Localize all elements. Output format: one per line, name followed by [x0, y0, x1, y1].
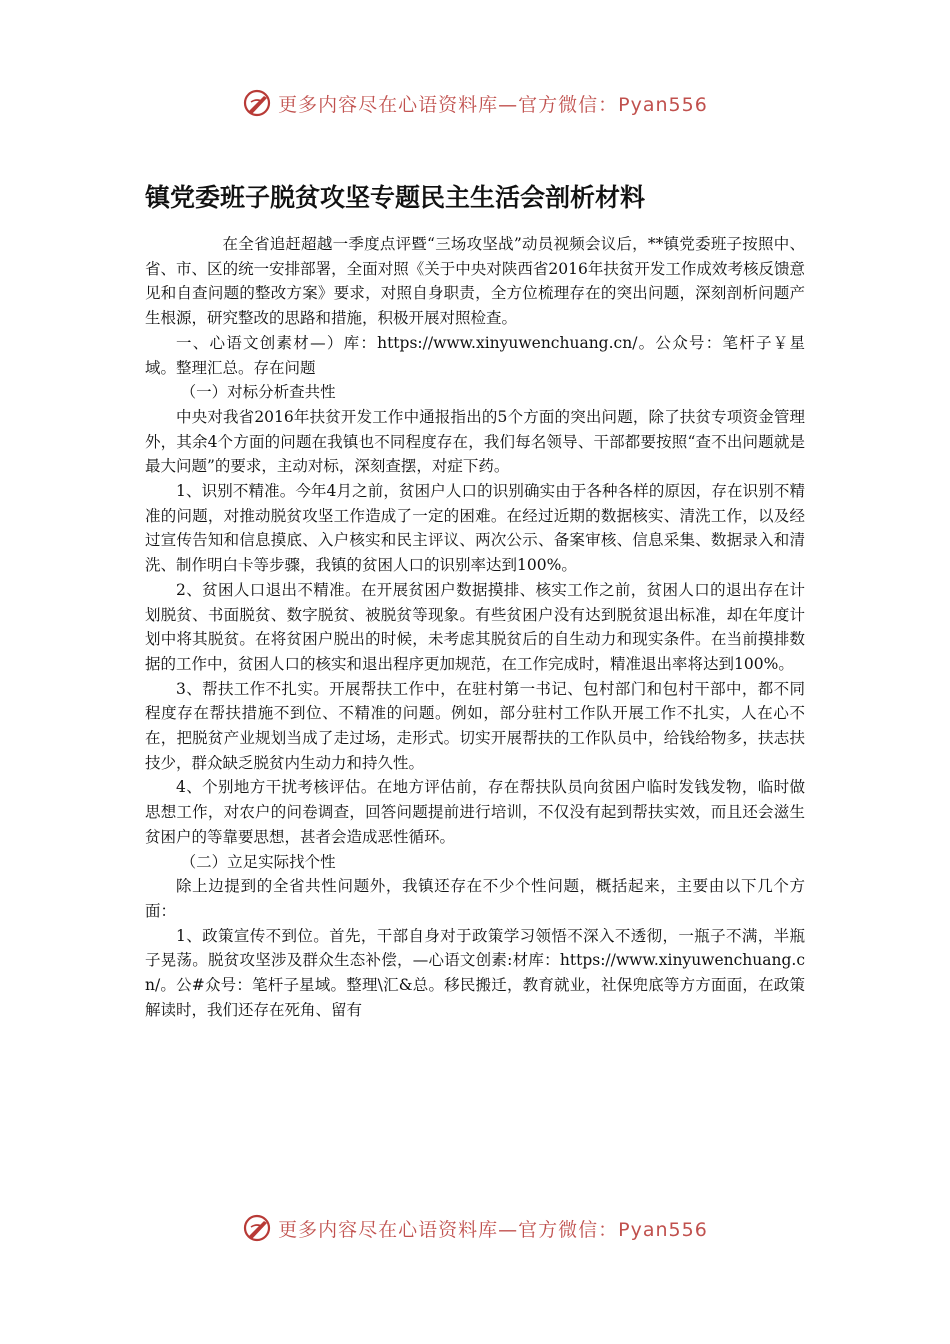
footer-banner-text: 更多内容尽在心语资料库—官方微信：Pyan556 — [278, 1218, 708, 1241]
header-banner — [0, 78, 950, 128]
section-heading-problems: 一、心语文创素材—）库：https://www.xinyuwenchuang.cn/。公众号：笔杆子￥星域。整理汇总。存在问题 — [145, 333, 805, 377]
paragraph-exit: 2、贫困人口退出不精准。在开展贫困户数据摸排、核实工作之前，贫困人口的退出存在计划脱贫、书面脱贫、数字脱贫、被脱贫等现象。有些贫困户没有达到脱贫退出标准，却在年度计划中将其脱贫。在将贫困户脱出的时候，未考虑其脱贫后的自生动力和现实条件。在当前摸排数据的工作中，贫困人口的核实和退出程序更加规范，在工作完成时，精准退出率将达到100%。 — [145, 580, 805, 673]
document-title: 镇党委班子脱贫攻坚专题民主生活会剖析材料 — [145, 183, 646, 212]
pen-logo-icon — [242, 1213, 272, 1243]
paragraph-individual-overview: 除上边提到的全省共性问题外，我镇还存在不少个性问题，概括起来，主要由以下几个方面： — [145, 877, 805, 920]
paragraph-identification: 1、识别不精准。今年4月之前，贫困户人口的识别确实由于各种各样的原因，存在识别不精准的问题，对推动脱贫攻坚工作造成了一定的困难。在经过近期的数据核实、清洗工作，以及经过宣传告知和信息摸底、入户核实和民主评议、两次公示、备案审核、信息采集、数据录入和清洗、制作明白卡等步骤，我镇的贫困人口的识别率达到100%。 — [145, 482, 805, 575]
paragraph-policy-publicity: 1、政策宣传不到位。首先，干部自身对于政策学习领悟不深入不透彻，一瓶子不满，半瓶子晃荡。脱贫攻坚涉及群众生态补偿，—心语文创素:材库：https://www.xinyuwenchuang.cn/。公#众号：笔杆子星域。整理\汇&总。移民搬迁，教育就业，社保兜底等方方面面，在政策解读时，我们还存在死角、留有 — [145, 926, 805, 1019]
paragraph-interference: 4、个别地方干扰考核评估。在地方评估前，存在帮扶队员向贫困户临时发钱发物，临时做思想工作，对农户的问卷调查，回答问题提前进行培训，不仅没有起到帮扶实效，而且还会滋生贫困户的等靠要思想，甚者会造成恶性循环。 — [145, 778, 805, 846]
subsection-heading-individual: （二）立足实际找个性 — [180, 852, 336, 871]
document-body — [145, 232, 805, 1023]
footer-banner — [0, 1203, 950, 1253]
subsection-heading-common: （一）对标分析查共性 — [180, 383, 336, 402]
paragraph-common-overview: 中央对我省2016年扶贫开发工作中通报指出的5个方面的突出问题，除了扶贫专项资金管理外，其余4个方面的问题在我镇也不同程度存在，我们每名领导、干部都要按照“查不出问题就是最大问题”的要求，主动对标，深刻查摆，对症下药。 — [145, 407, 805, 476]
intro-paragraph: 在全省追赶超越一季度点评暨“三场攻坚战”动员视频会议后，**镇党委班子按照中、省、市、区的统一安排部署，全面对照《关于中央对陕西省2016年扶贫开发工作成效考核反馈意见和自查问题的整改方案》要求，对照自身职责，全方位梳理存在的突出问题，深刻剖析问题产生根源，研究整改的思路和措施，积极开展对照检查。 — [145, 235, 805, 328]
header-banner-text: 更多内容尽在心语资料库—官方微信：Pyan556 — [278, 93, 708, 116]
pen-logo-icon — [242, 88, 272, 118]
paragraph-assistance: 3、帮扶工作不扎实。开展帮扶工作中，在驻村第一书记、包村部门和包村干部中，都不同程度存在帮扶措施不到位、不精准的问题。例如，部分驻村工作队开展工作不扎实，人在心不在，把脱贫产业规划当成了走过场，走形式。切实开展帮扶的工作队员中，给钱给物多，扶志扶技少，群众缺乏脱贫内生动力和持久性。 — [145, 679, 805, 772]
